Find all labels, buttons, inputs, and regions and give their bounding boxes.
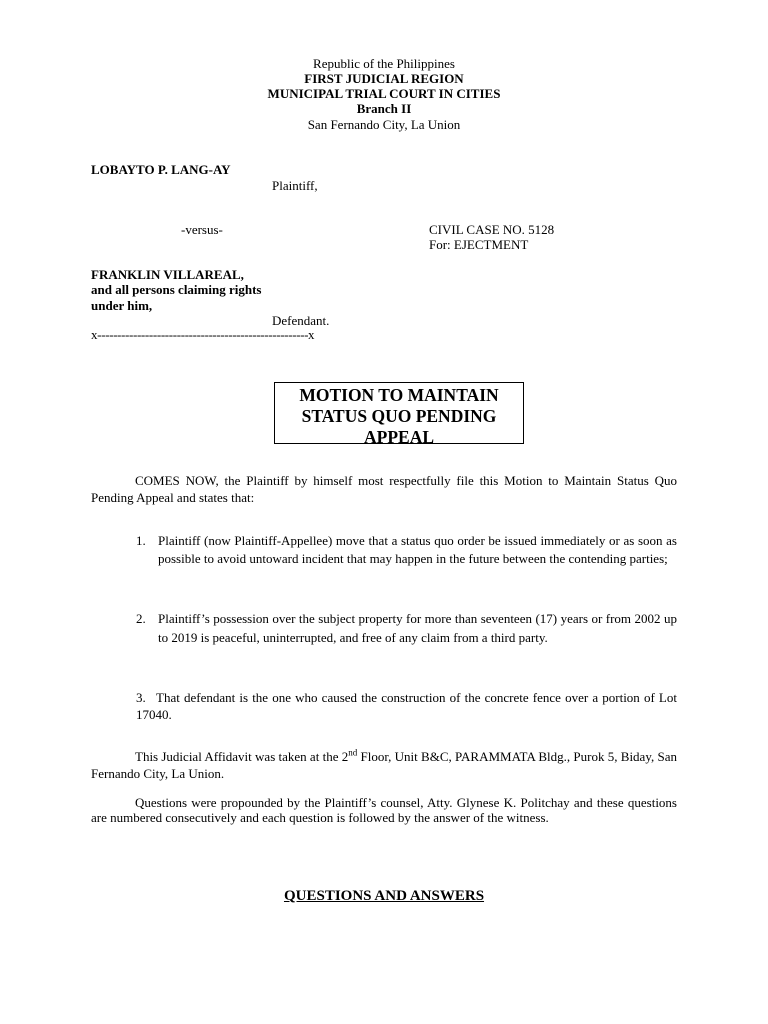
motion-title-line3: APPEAL [364, 427, 434, 447]
header-branch: Branch II [356, 101, 412, 116]
header-republic: Republic of the Philippines [313, 56, 455, 71]
plaintiff-role: Plaintiff, [272, 178, 318, 193]
header-court: MUNICIPAL TRIAL COURT IN CITIES [267, 86, 501, 101]
case-number: CIVIL CASE NO. 5128 [429, 222, 555, 237]
caption-separator: x-----------------------------------------------------x [91, 327, 315, 342]
intro-paragraph: COMES NOW, the Plaintiff by himself most respectfully file this Motion to Maintain Status Quo Pending Appeal and states that: [91, 473, 677, 505]
defendant-line3: under him, [91, 298, 153, 313]
item-1-text: Plaintiff (now Plaintiff-Appellee) move that a status quo order be issued immediately or as soon as possible to avoid untoward incident that may happen in the future between the contending parties; [158, 533, 677, 566]
plaintiff-name: LOBAYTO P. LANG-AY [91, 162, 231, 177]
affidavit-text-post: Floor, Unit B&C, PARAMMATA Bldg., Purok 5, Biday, San Fernando City, La Union. [91, 749, 677, 781]
defendant-name: FRANKLIN VILLAREAL, [91, 267, 244, 282]
questions-paragraph: Questions were propounded by the Plaintiff’s counsel, Atty. Glynese K. Politchay and these questions are numbered consecutively and each question is followed by the answer of the witness. [91, 795, 677, 825]
defendant-role: Defendant. [272, 313, 330, 328]
affidavit-superscript: nd [348, 747, 358, 758]
case-nature: For: EJECTMENT [429, 237, 529, 252]
item-2-number: 2. [136, 611, 146, 626]
versus-label: -versus- [181, 222, 223, 237]
item-3-number: 3. [136, 690, 146, 705]
item-1-number: 1. [136, 533, 146, 548]
affidavit-paragraph [91, 748, 677, 782]
header-city: San Fernando City, La Union [307, 117, 461, 132]
affidavit-text-pre: This Judicial Affidavit was taken at the 2 [135, 749, 349, 764]
motion-title-box [274, 382, 524, 447]
item-2-text: Plaintiff’s possession over the subject property for more than seventeen (17) years or from 2002 up to 2019 is peaceful, uninterrupted, and free of any claim from a third party. [158, 611, 677, 645]
motion-title-line2: STATUS QUO PENDING [301, 406, 497, 426]
defendant-line2: and all persons claiming rights [91, 282, 262, 297]
motion-title-line1: MOTION TO MAINTAIN [299, 385, 499, 405]
header-region: FIRST JUDICIAL REGION [304, 71, 464, 86]
questions-and-answers-heading: QUESTIONS AND ANSWERS [283, 888, 485, 904]
item-3-text: That defendant is the one who caused the construction of the concrete fence over a portion of Lot 17040. [136, 690, 677, 722]
